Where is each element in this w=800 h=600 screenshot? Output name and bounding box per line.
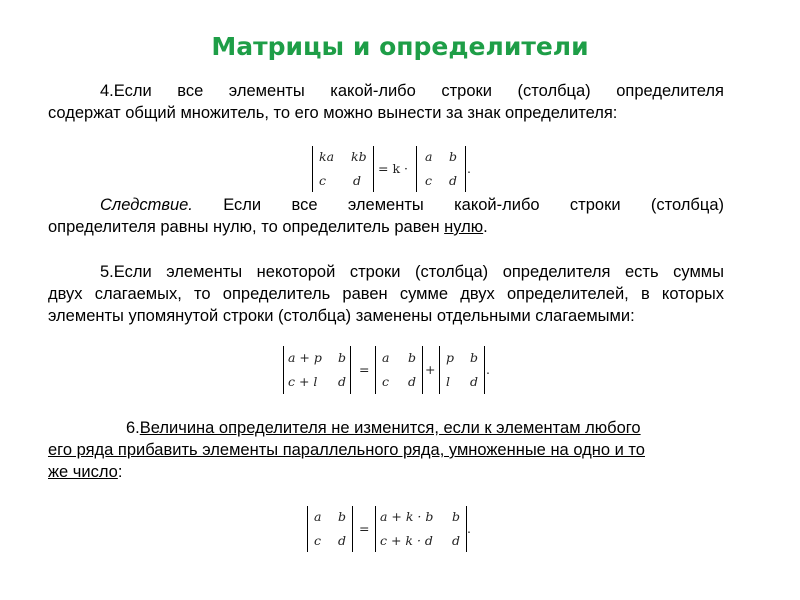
det-cell: c xyxy=(319,173,327,188)
det-cell: a xyxy=(314,509,322,524)
property-6-line-2 xyxy=(48,439,724,461)
corollary-line-1-text: Если все элементы какой-либо строки (столбца) xyxy=(223,196,724,214)
det-cell: b xyxy=(470,350,479,365)
formula-2 xyxy=(283,346,503,394)
corollary-line-2 xyxy=(48,216,724,238)
property-6-line-3 xyxy=(48,461,724,483)
det-cell: l xyxy=(446,374,450,389)
det-cell: b xyxy=(452,509,461,524)
property-5-line-1: 5.Если элементы некоторой строки (столбца) определителя есть суммы xyxy=(100,263,724,281)
det-cell: c xyxy=(425,173,433,188)
det-cell: ka xyxy=(319,149,335,164)
property-6-line-3-text: же число xyxy=(48,463,118,481)
property-6-line-2-text: его ряда прибавить элементы параллельного ряда, умноженные на одно и то xyxy=(48,441,645,459)
det-cell: d xyxy=(408,374,417,389)
corollary-emphasis: нулю xyxy=(444,218,484,236)
formula-3-period: . xyxy=(467,521,471,536)
property-4 xyxy=(48,80,724,124)
equals-k-times-sign: = k · xyxy=(378,161,408,176)
formula-3-left-determinant xyxy=(307,506,353,552)
property-5 xyxy=(48,261,724,327)
det-cell: p xyxy=(446,350,455,365)
property-6-colon: : xyxy=(117,463,123,481)
det-cell: b xyxy=(338,350,347,365)
property-4-line-2: содержат общий множитель, то его можно вынести за знак определителя: xyxy=(48,104,618,122)
det-cell: d xyxy=(338,533,347,548)
equals-sign: = xyxy=(359,521,370,536)
property-6-line-1 xyxy=(48,417,724,439)
formula-3-right-determinant xyxy=(375,506,467,552)
det-cell: kb xyxy=(351,149,367,164)
det-cell: c + k · d xyxy=(380,533,433,548)
det-cell: c xyxy=(314,533,322,548)
equals-sign: = xyxy=(359,362,370,377)
det-cell: a + p xyxy=(288,350,322,365)
formula-1-period: . xyxy=(467,161,471,176)
det-cell: a xyxy=(425,149,433,164)
formula-1-right-determinant xyxy=(416,146,466,192)
formula-2-period: . xyxy=(486,362,490,377)
formula-2-right-determinant xyxy=(439,346,485,394)
formula-2-middle-determinant xyxy=(375,346,423,394)
det-cell: a xyxy=(382,350,390,365)
formula-2-left-determinant xyxy=(283,346,351,394)
formula-1-left-determinant xyxy=(312,146,374,192)
det-cell: c + l xyxy=(288,374,318,389)
det-cell: b xyxy=(408,350,417,365)
det-cell: b xyxy=(449,149,458,164)
property-4-line-1: 4.Если все элементы какой-либо строки (столбца) определителя xyxy=(100,82,724,100)
det-cell: b xyxy=(338,509,347,524)
det-cell: a + k · b xyxy=(380,509,434,524)
corollary-line-1 xyxy=(48,194,724,216)
plus-sign: + xyxy=(425,362,436,377)
det-cell: d xyxy=(353,173,362,188)
det-cell: d xyxy=(449,173,458,188)
formula-3 xyxy=(307,506,477,552)
corollary-label: Следствие. xyxy=(100,196,193,214)
formula-1 xyxy=(312,146,482,192)
property-6-line-1-text: Величина определителя не изменится, если к элементам любого xyxy=(139,419,641,437)
page-title: Матрицы и определители xyxy=(211,32,589,61)
det-cell: d xyxy=(470,374,479,389)
det-cell: c xyxy=(382,374,390,389)
property-5-line-3: элементы упомянутой строки (столбца) заменены отдельными слагаемыми: xyxy=(48,307,635,325)
property-6 xyxy=(48,417,724,483)
corollary-period: . xyxy=(483,218,488,236)
det-cell: d xyxy=(452,533,461,548)
property-6-number: 6. xyxy=(126,419,140,437)
property-5-line-2: двух слагаемых, то определитель равен сумме двух определителей, в которых xyxy=(48,285,724,303)
det-cell: d xyxy=(338,374,347,389)
corollary xyxy=(48,194,724,238)
corollary-line-2-text: определителя равны нулю, то определитель равен xyxy=(48,218,445,236)
